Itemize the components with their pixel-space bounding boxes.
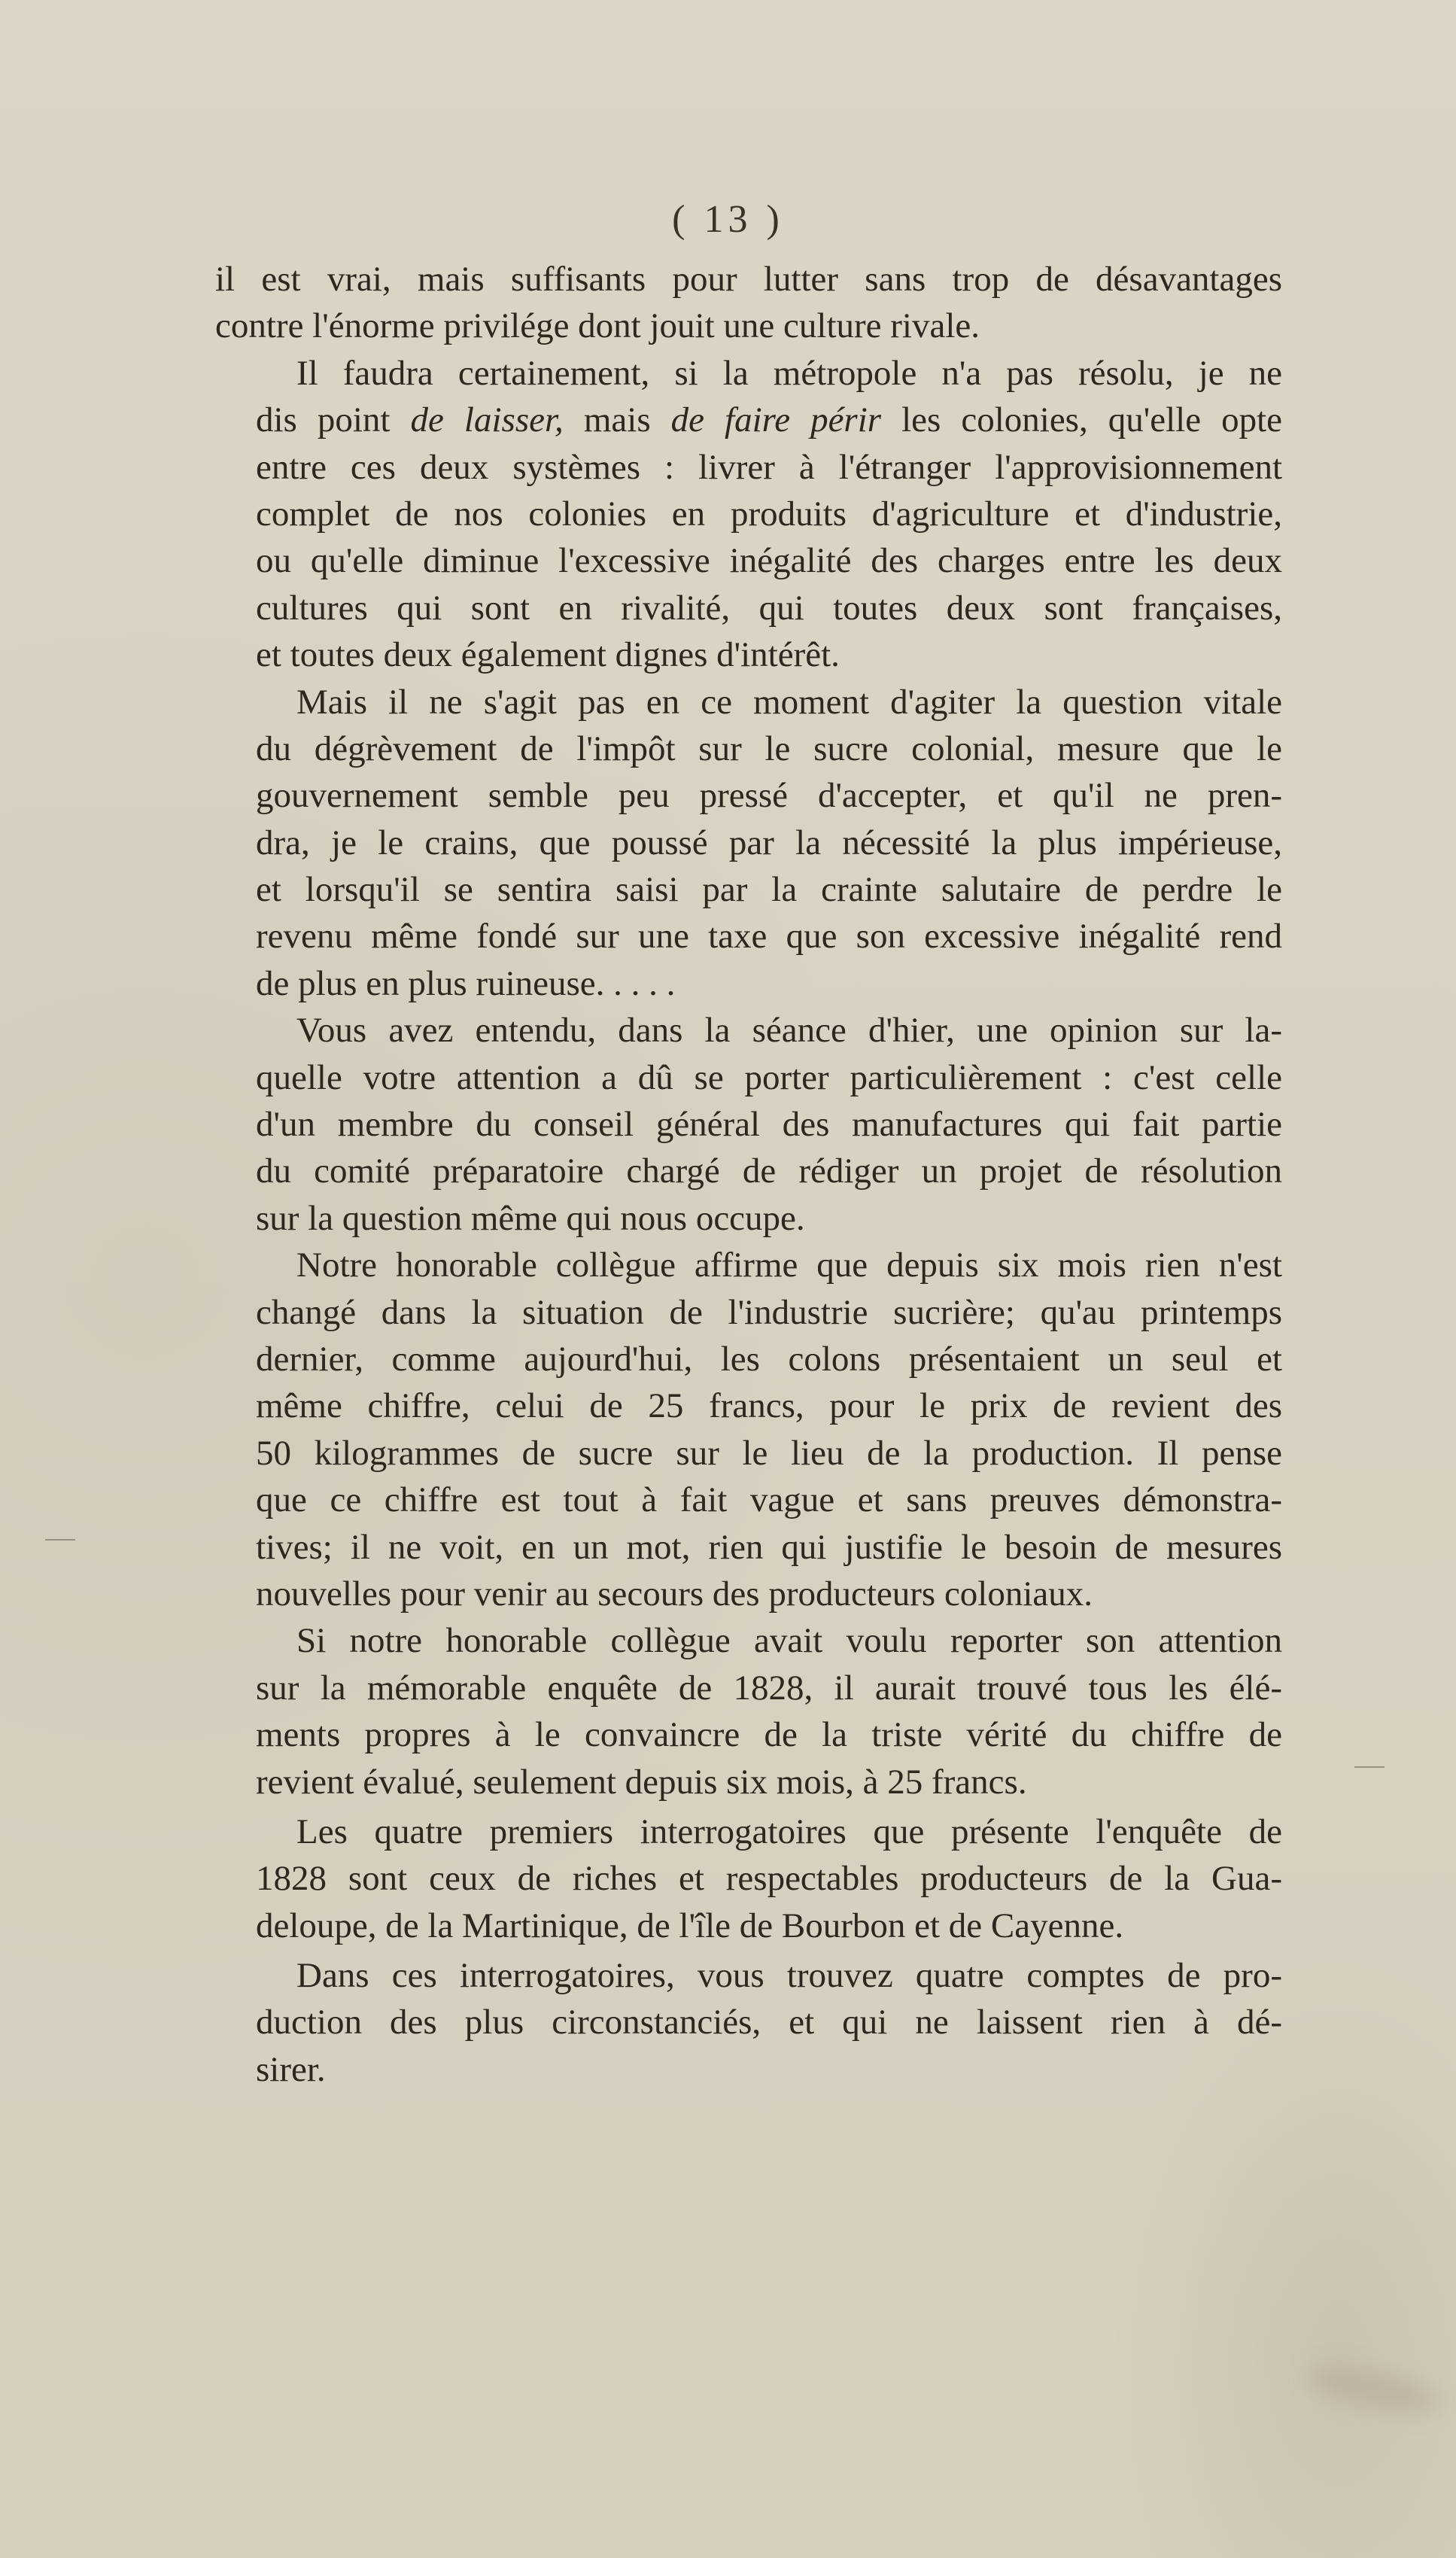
text-line: 1828 sont ceux de riches et respectables producteurs de la Gua- [256,1859,1282,1899]
text-line: revenu même fondé sur une taxe que son excessive inégalité rend [256,917,1282,957]
paragraph [215,256,1282,350]
text-line: Vous avez entendu, dans la séance d'hier, une opinion sur la- [296,1011,1282,1051]
text-line: et toutes deux également dignes d'intérêt. [256,635,840,675]
text-line: revient évalué, seulement depuis six mois, à 25 francs. [256,1762,1027,1802]
text-run: dis point [256,400,411,440]
text-line: il est vrai, mais suffisants pour lutter sans trop de désavantages [215,260,1282,299]
italic-phrase: de faire périr [670,400,882,440]
text-line: sur la question même qui nous occupe. [256,1198,805,1238]
text-line: du dégrèvement de l'impôt sur le sucre colonial, mesure que le [256,728,1282,768]
text-line: ou qu'elle diminue l'excessive inégalité des charges entre les deux [256,541,1282,581]
text-line: du comité préparatoire chargé de rédiger un projet de résolution [256,1151,1282,1191]
italic-phrase: de laisser, [410,400,564,440]
text-run: mais [563,400,671,440]
margin-mark [1354,1766,1385,1768]
text-line-with-italics [215,397,1282,443]
paragraph [215,1808,1282,1949]
paragraph [215,679,1282,1008]
text-line: Les quatre premiers interrogatoires que présente l'enquête de [296,1811,1282,1851]
text-line: 50 kilogrammes de sucre sur le lieu de la production. Il pense [256,1433,1282,1473]
text-line: quelle votre attention a dû se porter particulièrement : c'est celle [256,1057,1282,1097]
text-line: tives; il ne voit, en un mot, rien qui justifie le besoin de mesures [256,1527,1282,1567]
text-line: que ce chiffre est tout à fait vague et sans preuves démonstra- [256,1480,1282,1520]
paragraph [215,1952,1282,2093]
text-line: contre l'énorme privilége dont jouit une culture rivale. [215,306,980,346]
paragraph [215,350,1282,679]
text-line: même chiffre, celui de 25 francs, pour le prix de revient des [256,1386,1282,1426]
text-line: duction des plus circonstanciés, et qui ne laissent rien à dé- [256,2003,1282,2042]
text-line: d'un membre du conseil général des manufactures qui fait partie [256,1105,1282,1145]
text-line: dernier, comme aujourd'hui, les colons présentaient un seul et [256,1339,1282,1379]
text-line: Notre honorable collègue affirme que depuis six mois rien n'est [296,1246,1282,1285]
text-line: et lorsqu'il se sentira saisi par la crainte salutaire de perdre le [256,870,1282,910]
text-line: Mais il ne s'agit pas en ce moment d'agiter la question vitale [296,682,1282,722]
text-line: gouvernement semble peu pressé d'accepter, et qu'il ne pren- [256,776,1282,816]
text-line: changé dans la situation de l'industrie sucrière; qu'au printemps [256,1292,1282,1332]
page-number: ( 13 ) [672,198,784,241]
margin-mark [45,1539,75,1541]
text-line: deloupe, de la Martinique, de l'île de Bourbon et de Cayenne. [256,1906,1124,1945]
text-line: Si notre honorable collègue avait voulu reporter son attention [296,1621,1282,1661]
text-line: nouvelles pour venir au secours des producteurs coloniaux. [256,1574,1093,1614]
paper-stain [1303,2357,1443,2422]
text-line: cultures qui sont en rivalité, qui toutes deux sont françaises, [256,588,1282,628]
text-line: de plus en plus ruineuse. . . . . [256,963,676,1003]
text-line: ments propres à le convaincre de la triste vérité du chiffre de [256,1715,1282,1755]
text-line: Dans ces interrogatoires, vous trouvez quatre comptes de pro- [296,1956,1282,1996]
text-line: dra, je le crains, que poussé par la nécessité la plus impérieuse, [256,823,1282,862]
text-line: sirer. [256,2049,326,2089]
paragraph [215,1617,1282,1805]
paragraph [215,1007,1282,1242]
text-line: entre ces deux systèmes : livrer à l'étranger l'approvisionnement [256,447,1282,487]
body-text [215,256,1282,2093]
text-line: sur la mémorable enquête de 1828, il aurait trouvé tous les élé- [256,1668,1282,1708]
text-line: complet de nos colonies en produits d'agriculture et d'industrie, [256,494,1282,534]
text-line: Il faudra certainement, si la métropole n'a pas résolu, je ne [296,353,1282,393]
text-run: les colonies, qu'elle opte [881,400,1282,440]
paragraph [215,1242,1282,1617]
